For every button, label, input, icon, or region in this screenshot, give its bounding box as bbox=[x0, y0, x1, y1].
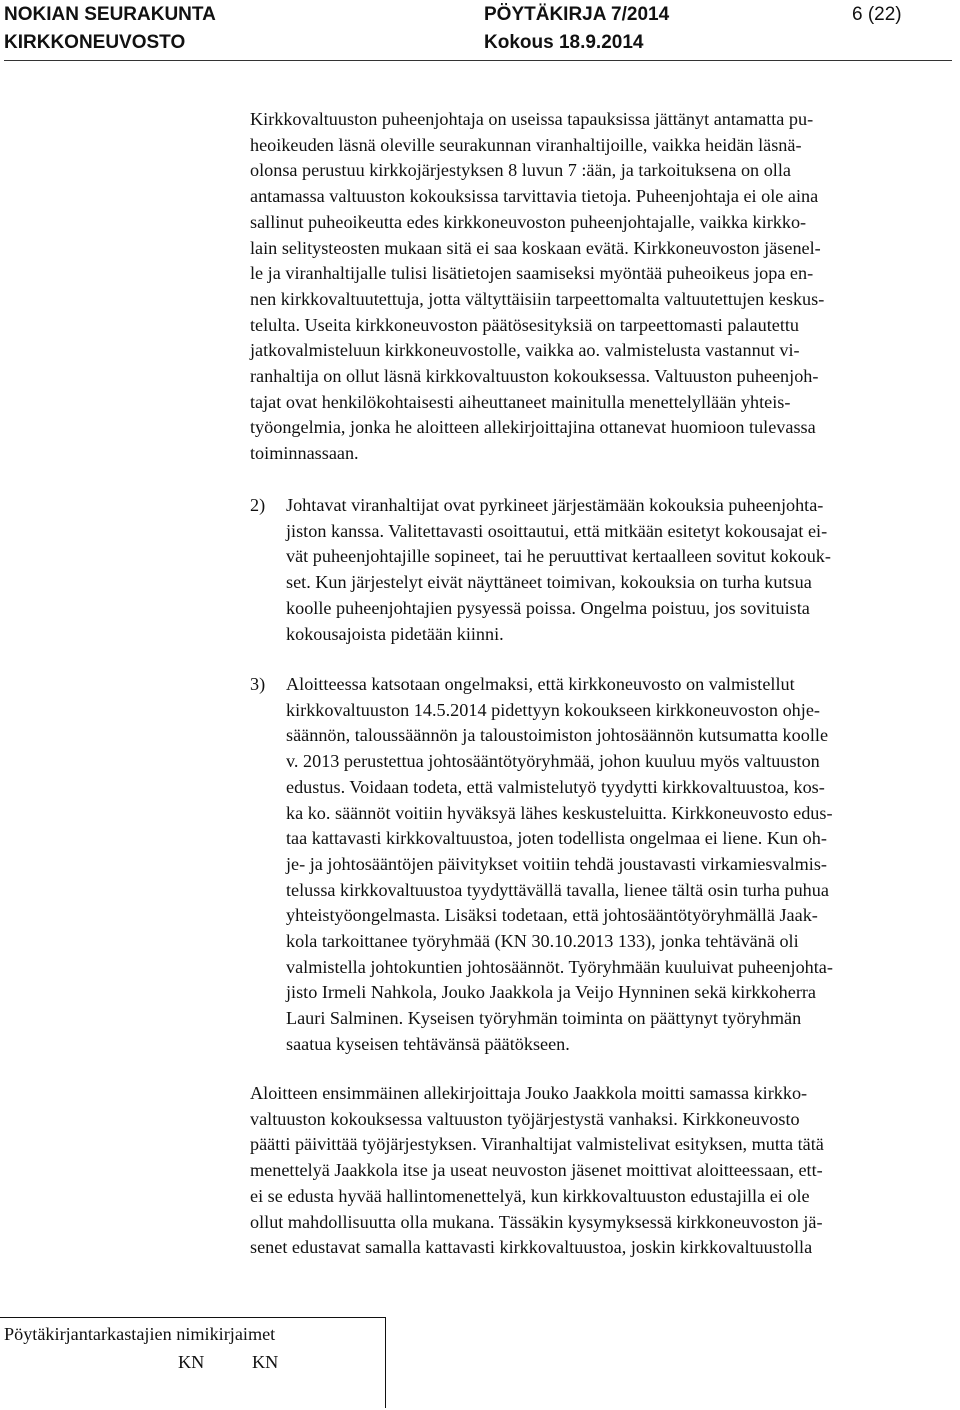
text-line: ka ko. säännöt voitiin hyväksyä lähes keskusteluitta. Kirkkoneuvosto edus- bbox=[286, 802, 833, 823]
text-line: yhteistyöongelmasta. Lisäksi todetaan, että johtosääntötyöryhmällä Jaak- bbox=[286, 905, 818, 926]
list-item-2 bbox=[286, 493, 831, 647]
list-item-3 bbox=[286, 672, 833, 1058]
text-line: v. 2013 perustettua johtosääntötyöryhmää, johon kuuluu myös valtuuston bbox=[286, 751, 820, 772]
header-document-title: PÖYTÄKIRJA 7/2014 bbox=[484, 4, 670, 25]
text-line: sallinut puheoikeutta edes kirkkoneuvoston puheenjohtajalle, vaikka kirkko- bbox=[250, 211, 807, 232]
text-line: ei se edusta hyvää hallintomenettelyä, kun kirkkovaltuuston edustajilla ei ole bbox=[250, 1185, 810, 1206]
text-line: vät puheenjohtajille sopineet, tai he peruuttivat kertaalleen sovitut kokouk- bbox=[286, 546, 831, 567]
text-line: päätti päivittää työjärjestyksen. Viranhaltijat valmistelivat esityksen, mutta tätä bbox=[250, 1134, 824, 1155]
text-line: menettelyä Jaakkola itse ja useat neuvoston jäsenet moittivat aloitteessaan, ett- bbox=[250, 1160, 823, 1181]
text-line: jiston kanssa. Valitettavasti osoittautui, että mitkään esitetyt kokousajat ei- bbox=[286, 520, 828, 541]
text-line: kola tarkoittanee työryhmää (KN 30.10.2013 133), jonka tehtävänä oli bbox=[286, 931, 799, 952]
text-line: jatkovalmisteluun kirkkoneuvostolle, vaikka ao. valmistelusta vastannut vi- bbox=[250, 340, 800, 361]
text-line: toiminnassaan. bbox=[250, 443, 359, 464]
text-line: tajat ovat henkilökohtaisesti aiheuttaneet mainitulla menettelyllään yhteis- bbox=[250, 391, 791, 412]
header-meeting-date: Kokous 18.9.2014 bbox=[484, 32, 644, 53]
text-line: Aloitteessa katsotaan ongelmaksi, että kirkkoneuvosto on valmistellut bbox=[286, 674, 795, 694]
text-line: antamassa valtuuston kokouksissa tarvittavia tietoja. Puheenjohtaja ei ole aina bbox=[250, 186, 819, 207]
paragraph-4 bbox=[250, 1081, 824, 1261]
text-line: koolle puheenjohtajien pysyessä poissa. Ongelma poistuu, jos sovituista bbox=[286, 597, 810, 618]
text-line: kirkkovaltuuston 14.5.2014 pidettyyn kokoukseen kirkkoneuvoston ohje- bbox=[286, 699, 820, 720]
text-line: Kirkkovaltuuston puheenjohtaja on useissa tapauksissa jättänyt antamatta pu- bbox=[250, 109, 814, 129]
text-line: Johtavat viranhaltijat ovat pyrkineet järjestämään kokouksia puheenjohta- bbox=[286, 495, 824, 515]
header-page-number: 6 (22) bbox=[852, 4, 902, 25]
header-divider bbox=[4, 60, 952, 61]
text-line: telussa kirkkovaltuustoa tyydyttävällä tavalla, lienee tältä osin turha puhua bbox=[286, 879, 829, 900]
text-line: säännön, taloussäännön ja taloustoimiston johtosäännön kutsumatta koolle bbox=[286, 725, 829, 746]
text-line: ranhaltija on ollut läsnä kirkkovaltuuston kokouksessa. Valtuuston puheenjoh- bbox=[250, 366, 819, 387]
text-line: valmistella johtokuntien johtosäännöt. Työryhmään kuuluivat puheenjohta- bbox=[286, 956, 833, 977]
header-body-name: KIRKKONEUVOSTO bbox=[4, 32, 186, 53]
text-line: heoikeuden läsnä oleville seurakunnan viranhaltijoille, vaikka heidän läsnä- bbox=[250, 134, 802, 155]
list-number-2: 2) bbox=[250, 495, 266, 515]
text-line: Aloitteen ensimmäinen allekirjoittaja Jouko Jaakkola moitti samassa kirkko- bbox=[250, 1083, 808, 1103]
text-line: telulta. Useita kirkkoneuvoston päätösesityksiä on tarpeettomasti palautettu bbox=[250, 314, 800, 335]
text-line: je- ja johtosääntöjen päivitykset voitiin tehdä joustavasti virkamiesvalmis- bbox=[286, 853, 827, 874]
header-organization: NOKIAN SEURAKUNTA bbox=[4, 4, 216, 25]
paragraph-1 bbox=[250, 107, 824, 467]
text-line: lain selitysteosten mukaan sitä ei saa koskaan evätä. Kirkkoneuvoston jäsenel- bbox=[250, 237, 821, 258]
text-line: nen kirkkovaltuutettuja, jotta vältyttäisiin tarpeettomalta valtuutettujen keskus- bbox=[250, 288, 825, 309]
text-line: senet edustavat samalla kattavasti kirkkovaltuustoa, joskin kirkkovaltuustolla bbox=[250, 1237, 813, 1258]
text-line: jisto Irmeli Nahkola, Jouko Jaakkola ja Veijo Hynninen sekä kirkkoherra bbox=[286, 982, 817, 1003]
text-line: valtuuston kokouksessa valtuuston työjärjestystä vanhaksi. Kirkkoneuvosto bbox=[250, 1108, 800, 1129]
inspector-initials: KN bbox=[252, 1352, 279, 1372]
text-line: olonsa perustuu kirkkojärjestyksen 8 luvun 7 :ään, ja tarkoituksena on olla bbox=[250, 160, 791, 181]
text-line: kokousajoista pidetään kiinni. bbox=[286, 623, 504, 644]
text-line: saatua kyseisen tehtävänsä päätökseen. bbox=[286, 1033, 570, 1054]
list-number-3: 3) bbox=[250, 674, 266, 694]
text-line: taa kattavasti kirkkovaltuustoa, joten todellista ongelmaa ei liene. Kun oh- bbox=[286, 828, 827, 849]
text-line: työongelmia, jonka he aloitteen allekirjoittajina ottanevat huomioon tulevassa bbox=[250, 417, 816, 438]
text-line: le ja viranhaltijalle tulisi lisätietojen saamiseksi myöntää puheoikeus jopa en- bbox=[250, 263, 814, 284]
initials-label: Pöytäkirjantarkastajien nimikirjaimet bbox=[4, 1324, 276, 1344]
text-line: edustus. Voidaan todeta, että valmistelutyö tyydytti kirkkovaltuustoa, kos- bbox=[286, 776, 825, 797]
text-line: Lauri Salminen. Kyseisen työryhmän toiminta on päättynyt työryhmän bbox=[286, 1008, 802, 1029]
inspector-initials: KN bbox=[178, 1352, 205, 1372]
text-line: ollut mahdollisuutta olla mukana. Tässäkin kysymyksessä kirkkoneuvoston jä- bbox=[250, 1211, 823, 1232]
text-line: set. Kun järjestelyt eivät näyttäneet toimivan, kokouksia on turha kutsua bbox=[286, 572, 812, 593]
